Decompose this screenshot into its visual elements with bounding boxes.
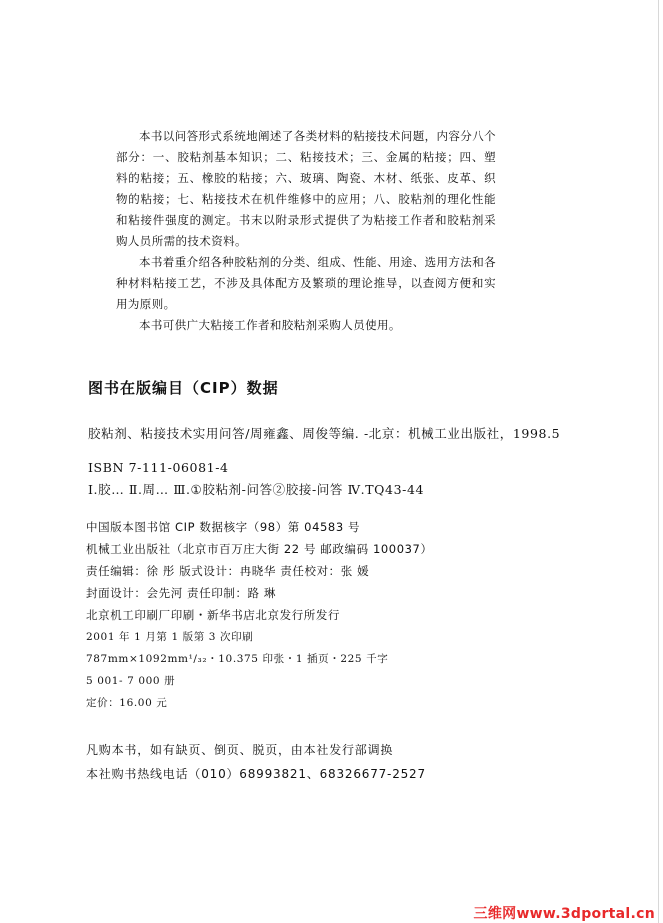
site-watermark: 三维网www.3dportal.cn — [473, 906, 655, 922]
printer-line: 北京机工印刷厂印刷・新华书店北京发行所发行 — [86, 608, 341, 622]
summary-paragraph-2: 本书着重介绍各种胶粘剂的分类、组成、性能、用途、选用方法和各种材料粘接工艺，不涉及具体配方及繁琐的理论推导，以查阅方便和实用为原则。 — [116, 255, 496, 311]
publication-details — [86, 516, 606, 714]
cip-subject-headings: Ⅰ.胶… Ⅱ.周… Ⅲ.①胶粘剂-问答②胶接-问答 Ⅳ.TQ43-44 — [88, 482, 425, 497]
hotline-line: 本社购书热线电话（010）68993821、68326677-2527 — [86, 767, 426, 781]
format-line: 787mm×1092mm¹/₃₂・10.375 印张・1 插页・225 千字 — [86, 653, 389, 665]
cip-bibliographic-entry: 胶粘剂、粘接技术实用问答/周雍鑫、周俊等编. -北京：机械工业出版社，1998.5 — [88, 425, 561, 441]
editors-line: 责任编辑：徐 彤 版式设计：冉晓华 责任校对：张 媛 — [86, 564, 370, 578]
cip-isbn: ISBN 7-111-06081-4 — [88, 460, 229, 475]
cip-heading: 图书在版编目（CIP）数据 — [88, 379, 279, 397]
summary-paragraph-3: 本书可供广大粘接工作者和胶粘剂采购人员使用。 — [139, 318, 401, 332]
page-edge — [658, 0, 659, 923]
print-run-line: 5 001- 7 000 册 — [86, 675, 176, 687]
content-summary — [116, 126, 496, 336]
defect-exchange-notice: 凡购本书，如有缺页、倒页、脱页，由本社发行部调换 — [86, 743, 394, 757]
cip-record — [88, 410, 568, 501]
purchase-notice — [86, 738, 426, 786]
cover-design-line: 封面设计：会先河 责任印制：路 琳 — [86, 586, 277, 600]
cip-data-number: 中国版本图书馆 CIP 数据核字（98）第 04583 号 — [86, 520, 361, 534]
summary-paragraph-1: 本书以问答形式系统地阐述了各类材料的粘接技术问题，内容分八个部分：一、胶粘剂基本知识；二、粘接技术；三、金属的粘接；四、塑料的粘接；五、橡胶的粘接；六、玻璃、陶瓷、木材、纸张、皮革、织物的粘接；七、粘接技术在机件维修中的应用；八、胶粘剂的理化性能和粘接件强度的测定。书末以附录形式提供了为粘接工作者和胶粘剂采购人员所需的技术资料。 — [116, 129, 496, 248]
publisher-line: 机械工业出版社（北京市百万庄大街 22 号 邮政编码 100037） — [86, 542, 433, 556]
price-line: 定价：16.00 元 — [86, 697, 168, 709]
edition-line: 2001 年 1 月第 1 版第 3 次印刷 — [86, 631, 254, 643]
